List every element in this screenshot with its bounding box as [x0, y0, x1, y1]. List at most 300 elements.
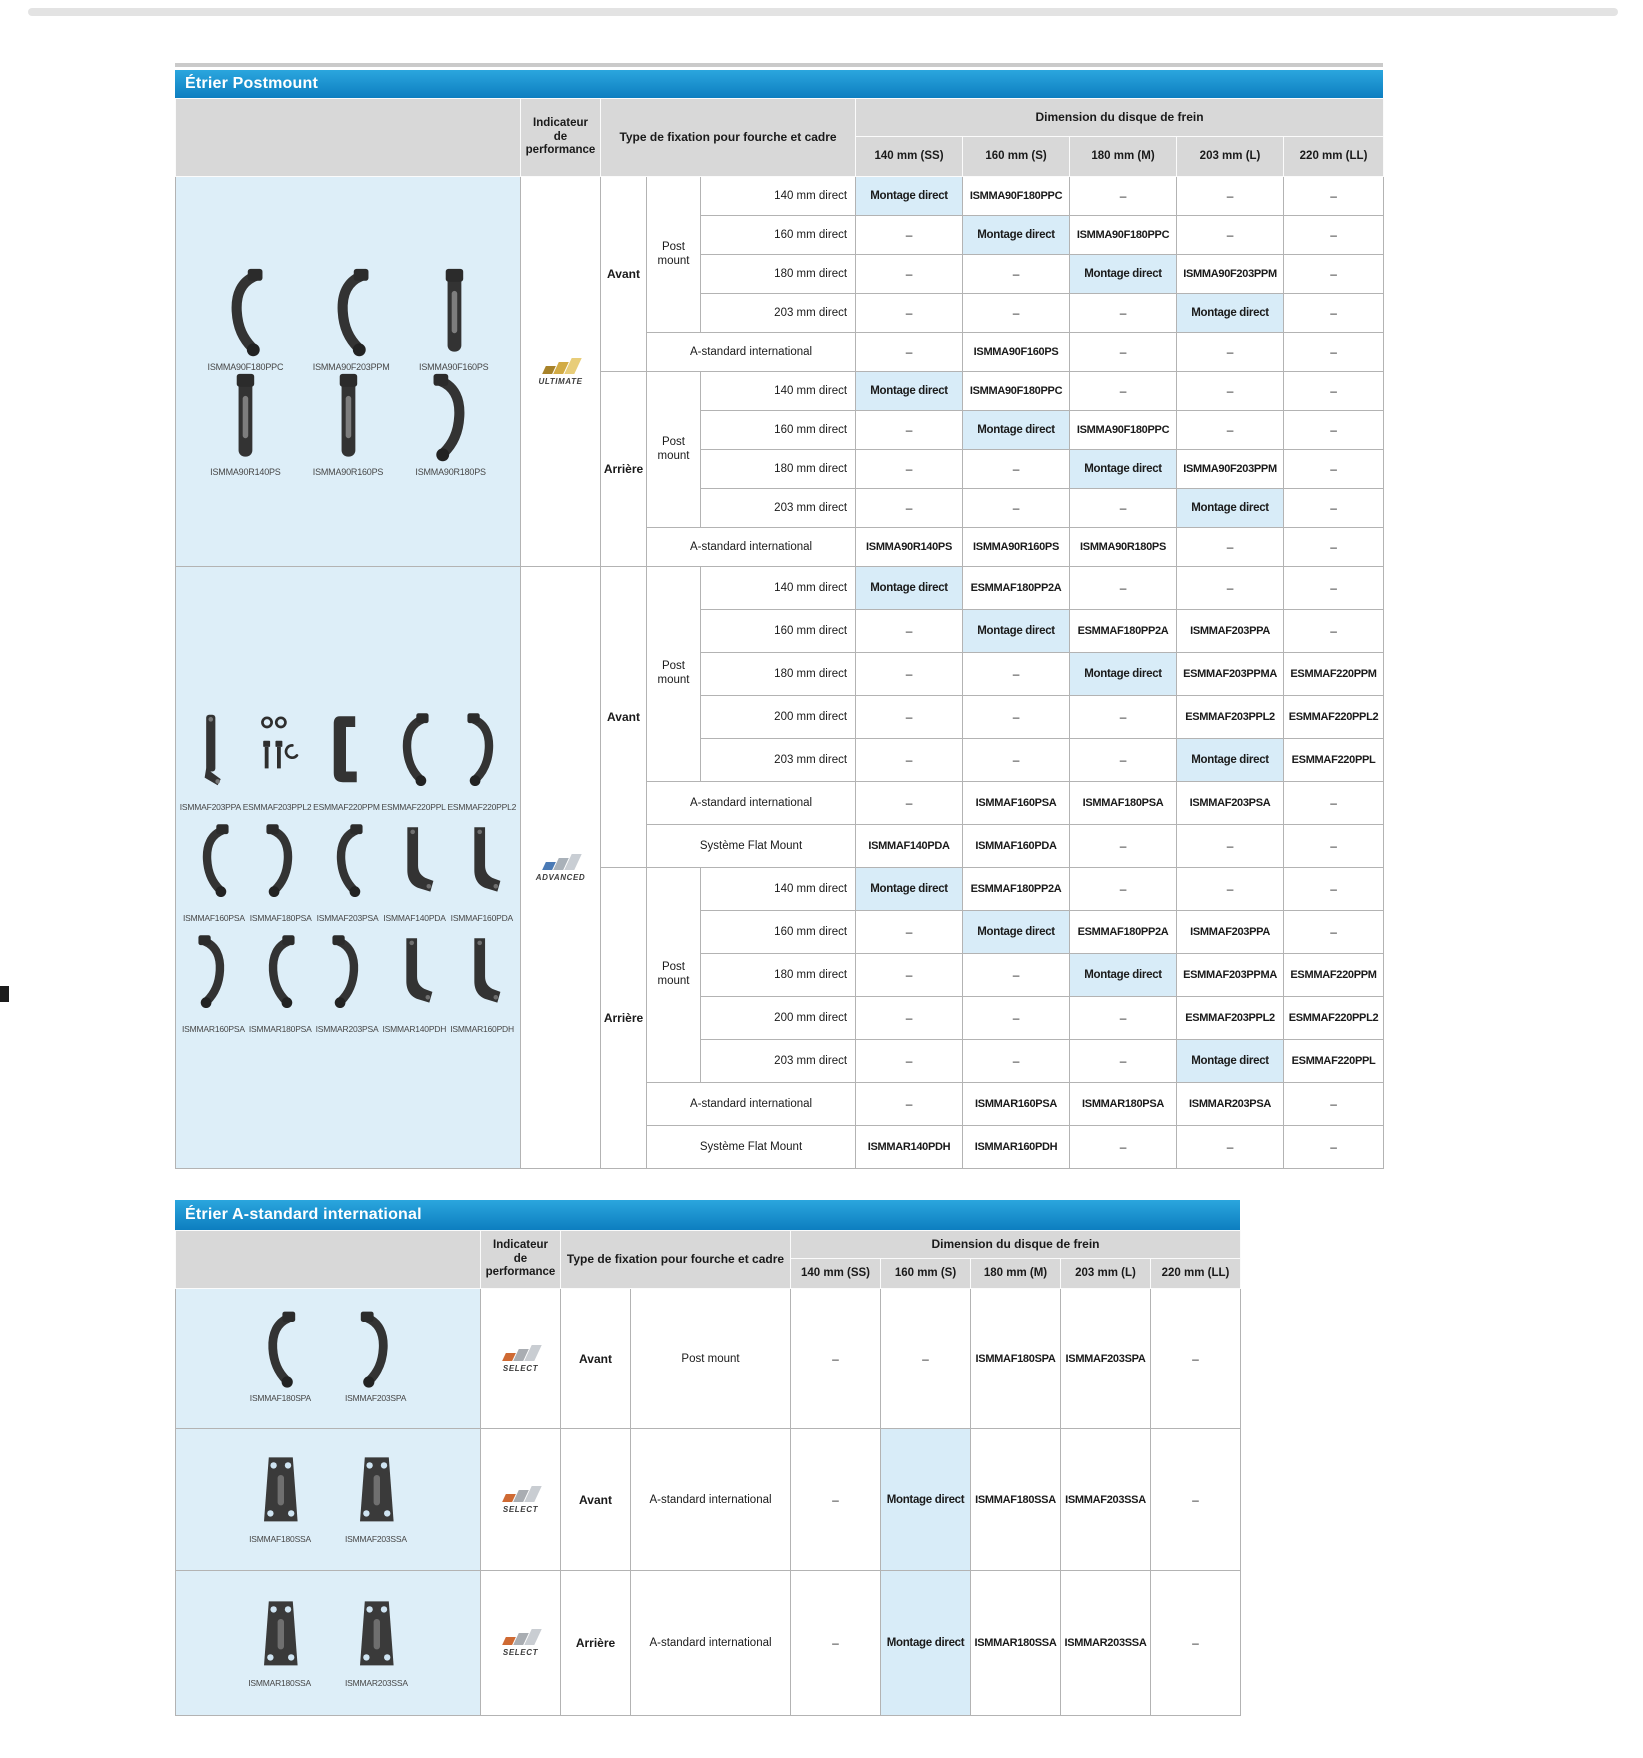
product-label: ISMMAR180SSA	[248, 1677, 311, 1688]
product-figure	[249, 923, 312, 1034]
product-label: ISMMA90F203PPM	[312, 361, 390, 372]
disc-size-row-label: 203 mm direct	[701, 294, 856, 333]
disc-size-row-label: 140 mm direct	[701, 868, 856, 911]
disc-size-row-label: 160 mm direct	[701, 610, 856, 653]
product-icon-plate	[252, 1595, 308, 1675]
product-icon-boltkit	[254, 701, 300, 799]
disc-dimension-header: Dimension du disque de frein	[856, 99, 1384, 137]
part-number-cell: ISMMAR160PSA	[963, 1083, 1070, 1126]
empty-cell: –	[791, 1289, 881, 1429]
product-label: ESMMAF220PPM	[313, 802, 380, 812]
select-logo	[481, 1486, 560, 1514]
direct-mount-cell: Montage direct	[963, 610, 1070, 653]
part-number-cell: ISMMAF180SSA	[971, 1429, 1061, 1571]
product-label: ISMMAR140PDH	[382, 1024, 447, 1034]
empty-cell: –	[1177, 528, 1284, 567]
logo-bars-icon	[544, 854, 578, 870]
part-number-cell: ISMMAF160PSA	[963, 782, 1070, 825]
product-icon-slot	[318, 372, 378, 464]
size-column-header-160: 160 mm (S)	[881, 1259, 971, 1289]
empty-cell: –	[791, 1571, 881, 1716]
product-icon-flatL	[459, 923, 505, 1021]
product-images	[178, 1451, 478, 1548]
product-label: ISMMAF160PSA	[182, 913, 245, 923]
logo-bars-icon	[504, 1486, 538, 1502]
product-images	[178, 701, 518, 1034]
product-label: ISMMAF180SSA	[249, 1534, 311, 1544]
disc-size-row-label: 200 mm direct	[701, 997, 856, 1040]
empty-cell: –	[856, 954, 963, 997]
product-icon-curve	[215, 267, 275, 359]
empty-cell: –	[856, 696, 963, 739]
product-icon-curve	[391, 701, 437, 799]
direct-mount-cell: Montage direct	[963, 411, 1070, 450]
part-number-cell: ESMMAF180PP2A	[1070, 911, 1177, 954]
product-label: ISMMA90R160PS	[312, 466, 384, 477]
disc-dimension-header: Dimension du disque de frein	[791, 1231, 1241, 1259]
product-label: ISMMAR160PSA	[182, 1024, 245, 1034]
product-figure	[250, 812, 312, 923]
empty-cell: –	[1177, 1126, 1284, 1169]
product-icon-slot	[424, 267, 484, 359]
part-number-cell: ISMMA90R140PS	[856, 528, 963, 567]
product-figure	[345, 1451, 407, 1544]
astandard-compatibility-table	[175, 1200, 1240, 1716]
empty-cell: –	[856, 450, 963, 489]
product-figure	[249, 1451, 311, 1544]
post-mount-cell: Post mount	[647, 567, 701, 782]
scan-artifact-line	[175, 63, 1383, 67]
product-label: ISMMAR180PSA	[248, 1024, 312, 1034]
empty-cell: –	[856, 489, 963, 528]
performance-indicator-cell	[481, 1571, 561, 1716]
product-figure	[316, 923, 379, 1034]
table-title: Étrier Postmount	[175, 70, 1383, 98]
part-number-cell: ISMMA90F180PPC	[963, 372, 1070, 411]
fixation-column-header: Type de fixation pour fourche et cadre	[561, 1231, 791, 1289]
empty-cell: –	[1284, 333, 1384, 372]
product-icon-bar	[187, 701, 233, 799]
performance-indicator-cell	[481, 1429, 561, 1571]
empty-cell: –	[963, 696, 1070, 739]
product-figure	[345, 1595, 408, 1688]
empty-cell: –	[963, 739, 1070, 782]
scan-artifact-top	[28, 8, 1618, 16]
empty-cell: –	[1284, 216, 1384, 255]
logo-bars-icon	[504, 1345, 538, 1361]
disc-size-row-label: 203 mm direct	[701, 489, 856, 528]
part-number-cell: ISMMAF180PSA	[1070, 782, 1177, 825]
part-number-cell: ESMMAF203PPMA	[1177, 954, 1284, 997]
empty-cell: –	[963, 997, 1070, 1040]
product-icon-plate	[348, 1595, 404, 1675]
part-number-cell: ISMMA90F203PPM	[1177, 450, 1284, 489]
fixation-type-row-label: A-standard international	[647, 333, 856, 372]
product-figure	[419, 267, 488, 372]
part-number-cell: ESMMAF180PP2A	[963, 868, 1070, 911]
empty-cell: –	[856, 739, 963, 782]
empty-cell: –	[1070, 997, 1177, 1040]
product-icon-curve2	[258, 812, 304, 910]
product-image-panel	[176, 1429, 481, 1571]
mount-side-cell: Avant	[561, 1429, 631, 1571]
product-image-row	[178, 812, 518, 923]
fixation-type-cell: Post mount	[631, 1289, 791, 1429]
product-figure	[415, 372, 485, 477]
direct-mount-cell: Montage direct	[856, 177, 963, 216]
empty-cell: –	[963, 255, 1070, 294]
performance-indicator-cell	[521, 567, 601, 1169]
part-number-cell: ESMMAF220PPM	[1284, 954, 1384, 997]
product-icon-curve2	[190, 923, 236, 1021]
empty-cell: –	[1284, 567, 1384, 610]
part-number-cell: ISMMAR180PSA	[1070, 1083, 1177, 1126]
fixation-type-row-label: A-standard international	[647, 1083, 856, 1126]
part-number-cell: ESMMAF180PP2A	[963, 567, 1070, 610]
product-image-row	[178, 372, 518, 477]
size-column-header-180: 180 mm (M)	[971, 1259, 1061, 1289]
product-images	[178, 1310, 478, 1407]
product-figure	[447, 701, 516, 812]
empty-cell: –	[1284, 255, 1384, 294]
disc-size-row-label: 160 mm direct	[701, 411, 856, 450]
fixation-type-row-label: A-standard international	[647, 528, 856, 567]
product-figure	[250, 1310, 311, 1403]
product-image-row	[178, 267, 518, 372]
direct-mount-cell: Montage direct	[963, 911, 1070, 954]
scan-artifact-speck	[0, 986, 9, 1002]
product-image-panel	[176, 1571, 481, 1716]
empty-cell: –	[1284, 177, 1384, 216]
empty-cell: –	[791, 1429, 881, 1571]
part-number-cell: ISMMA90F180PPC	[1070, 216, 1177, 255]
astandard-table-grid	[175, 1230, 1241, 1716]
direct-mount-cell: Montage direct	[1177, 489, 1284, 528]
logo-wordmark: ADVANCED	[535, 872, 586, 882]
part-number-cell: ISMMAR160PDH	[963, 1126, 1070, 1169]
product-image-row	[178, 923, 518, 1034]
empty-cell: –	[1284, 372, 1384, 411]
product-figure	[313, 372, 383, 477]
product-label: ESMMAF203PPL2	[242, 802, 312, 812]
product-label: ISMMAR160PDH	[450, 1024, 514, 1034]
direct-mount-cell: Montage direct	[1177, 294, 1284, 333]
empty-cell: –	[1284, 868, 1384, 911]
direct-mount-cell: Montage direct	[856, 868, 963, 911]
product-figure	[317, 812, 379, 923]
empty-cell: –	[856, 653, 963, 696]
empty-cell: –	[1151, 1289, 1241, 1429]
empty-cell: –	[1177, 567, 1284, 610]
mount-side-cell: Avant	[601, 177, 647, 372]
part-number-cell: ISMMAF203PPA	[1177, 610, 1284, 653]
size-column-header-160: 160 mm (S)	[963, 137, 1070, 177]
product-label: ISMMAF203SSA	[345, 1534, 407, 1544]
empty-cell: –	[856, 294, 963, 333]
product-label: ISMMAF180SPA	[249, 1393, 311, 1403]
logo-bars-icon	[544, 358, 578, 374]
empty-cell: –	[856, 216, 963, 255]
part-number-cell: ISMMA90F203PPM	[1177, 255, 1284, 294]
empty-cell: –	[1070, 489, 1177, 528]
empty-cell: –	[1284, 782, 1384, 825]
product-figure	[208, 267, 284, 372]
select-logo	[481, 1629, 560, 1657]
product-image-panel	[176, 1289, 481, 1429]
empty-cell: –	[1070, 567, 1177, 610]
empty-cell: –	[881, 1289, 971, 1429]
ultimate-logo	[521, 358, 600, 386]
postmount-compatibility-table	[175, 70, 1383, 1169]
product-figure	[313, 701, 380, 812]
logo-wordmark: SELECT	[502, 1504, 539, 1514]
product-icon-curve2	[348, 1310, 404, 1390]
product-icon-bigC	[323, 701, 369, 799]
empty-cell: –	[1284, 294, 1384, 333]
direct-mount-cell: Montage direct	[856, 567, 963, 610]
product-label: ISMMAF203PSA	[316, 913, 379, 923]
part-number-cell: ESMMAF220PPL	[1284, 1040, 1384, 1083]
direct-mount-cell: Montage direct	[963, 216, 1070, 255]
post-mount-cell: Post mount	[647, 177, 701, 333]
performance-column-header: Indicateur de performance	[481, 1231, 561, 1289]
empty-cell: –	[1070, 825, 1177, 868]
product-figure	[183, 812, 245, 923]
empty-cell: –	[856, 333, 963, 372]
empty-cell: –	[1070, 294, 1177, 333]
product-figure	[345, 1310, 406, 1403]
product-label: ISMMAR203SSA	[345, 1677, 408, 1688]
direct-mount-cell: Montage direct	[1177, 739, 1284, 782]
disc-size-row-label: 200 mm direct	[701, 696, 856, 739]
image-column-header	[176, 99, 521, 177]
performance-column-header: Indicateur de performance	[521, 99, 601, 177]
product-icon-curve	[257, 923, 303, 1021]
empty-cell: –	[856, 1040, 963, 1083]
mount-side-cell: Arrière	[561, 1571, 631, 1716]
size-column-header-220: 220 mm (LL)	[1151, 1259, 1241, 1289]
empty-cell: –	[1177, 411, 1284, 450]
part-number-cell: ISMMAR180SSA	[971, 1571, 1061, 1716]
product-label: ISMMAF203SPA	[345, 1393, 407, 1403]
mount-side-cell: Avant	[561, 1289, 631, 1429]
product-label: ISMMA90F160PS	[419, 361, 489, 372]
mount-side-cell: Avant	[601, 567, 647, 868]
empty-cell: –	[1070, 333, 1177, 372]
empty-cell: –	[1070, 868, 1177, 911]
part-number-cell: ESMMAF203PPL2	[1177, 696, 1284, 739]
product-label: ISMMAF140PDA	[383, 913, 446, 923]
product-icon-flatL	[392, 812, 438, 910]
empty-cell: –	[1070, 696, 1177, 739]
direct-mount-cell: Montage direct	[856, 372, 963, 411]
part-number-cell: ISMMA90R180PS	[1070, 528, 1177, 567]
part-number-cell: ISMMAF180SPA	[971, 1289, 1061, 1429]
product-label: ISMMA90R140PS	[210, 466, 281, 477]
performance-indicator-cell	[481, 1289, 561, 1429]
product-figure	[381, 701, 445, 812]
mount-side-cell: Arrière	[601, 868, 647, 1169]
disc-size-row-label: 180 mm direct	[701, 954, 856, 997]
part-number-cell: ISMMA90F160PS	[963, 333, 1070, 372]
product-images	[178, 267, 518, 477]
logo-bars-icon	[504, 1629, 538, 1645]
fixation-column-header: Type de fixation pour fourche et cadre	[601, 99, 856, 177]
part-number-cell: ISMMAF203SPA	[1061, 1289, 1151, 1429]
fixation-type-row-label: A-standard international	[647, 782, 856, 825]
empty-cell: –	[1177, 333, 1284, 372]
product-icon-plate	[252, 1451, 308, 1531]
empty-cell: –	[963, 954, 1070, 997]
part-number-cell: ISMMAF203PSA	[1177, 782, 1284, 825]
empty-cell: –	[1151, 1571, 1241, 1716]
table-title: Étrier A-standard international	[175, 1200, 1240, 1230]
empty-cell: –	[1177, 825, 1284, 868]
part-number-cell: ISMMA90F180PPC	[963, 177, 1070, 216]
empty-cell: –	[963, 450, 1070, 489]
product-label: ISMMAF180PSA	[249, 913, 312, 923]
product-figure	[313, 267, 390, 372]
size-column-header-140: 140 mm (SS)	[856, 137, 963, 177]
empty-cell: –	[1151, 1429, 1241, 1571]
part-number-cell: ISMMAR140PDH	[856, 1126, 963, 1169]
direct-mount-cell: Montage direct	[1070, 255, 1177, 294]
empty-cell: –	[856, 411, 963, 450]
empty-cell: –	[1284, 489, 1384, 528]
empty-cell: –	[963, 489, 1070, 528]
empty-cell: –	[1284, 411, 1384, 450]
product-label: ESMMAF220PPL2	[447, 802, 517, 812]
product-figure	[451, 812, 513, 923]
image-column-header	[176, 1231, 481, 1289]
empty-cell: –	[1177, 177, 1284, 216]
empty-cell: –	[1284, 1083, 1384, 1126]
empty-cell: –	[1177, 372, 1284, 411]
performance-indicator-cell	[521, 177, 601, 567]
product-icon-curve	[325, 812, 371, 910]
empty-cell: –	[1070, 1126, 1177, 1169]
empty-cell: –	[1284, 825, 1384, 868]
part-number-cell: ESMMAF220PPL2	[1284, 997, 1384, 1040]
empty-cell: –	[1070, 177, 1177, 216]
direct-mount-cell: Montage direct	[1070, 954, 1177, 997]
product-icon-curve2	[324, 923, 370, 1021]
part-number-cell: ISMMAF160PDA	[963, 825, 1070, 868]
disc-size-row-label: 180 mm direct	[701, 255, 856, 294]
product-icon-curve	[252, 1310, 308, 1390]
product-label: ISMMAF203PPA	[179, 802, 241, 812]
disc-size-row-label: 160 mm direct	[701, 911, 856, 954]
empty-cell: –	[856, 610, 963, 653]
postmount-table-grid	[175, 98, 1384, 1169]
product-figure	[210, 372, 280, 477]
product-image-panel	[176, 567, 521, 1169]
product-icon-slot	[215, 372, 275, 464]
disc-size-row-label: 140 mm direct	[701, 567, 856, 610]
disc-size-row-label: 180 mm direct	[701, 653, 856, 696]
post-mount-cell: Post mount	[647, 372, 701, 528]
direct-mount-cell: Montage direct	[881, 1429, 971, 1571]
part-number-cell: ISMMAF140PDA	[856, 825, 963, 868]
part-number-cell: ESMMAF220PPL2	[1284, 696, 1384, 739]
part-number-cell: ISMMAR203SSA	[1061, 1571, 1151, 1716]
product-icon-plate	[348, 1451, 404, 1531]
product-icon-curve2	[459, 701, 505, 799]
empty-cell: –	[1070, 739, 1177, 782]
product-icon-flatL	[459, 812, 505, 910]
product-label: ESMMAF220PPL	[381, 802, 446, 812]
fixation-type-cell: A-standard international	[631, 1571, 791, 1716]
fixation-type-cell: A-standard international	[631, 1429, 791, 1571]
part-number-cell: ISMMAF203PPA	[1177, 911, 1284, 954]
empty-cell: –	[1177, 216, 1284, 255]
empty-cell: –	[1070, 1040, 1177, 1083]
product-icon-curve	[191, 812, 237, 910]
size-column-header-180: 180 mm (M)	[1070, 137, 1177, 177]
part-number-cell: ISMMAR203PSA	[1177, 1083, 1284, 1126]
empty-cell: –	[856, 997, 963, 1040]
empty-cell: –	[1284, 911, 1384, 954]
product-icon-curve	[321, 267, 381, 359]
direct-mount-cell: Montage direct	[881, 1571, 971, 1716]
empty-cell: –	[1284, 610, 1384, 653]
empty-cell: –	[1284, 450, 1384, 489]
mount-side-cell: Arrière	[601, 372, 647, 567]
empty-cell: –	[856, 782, 963, 825]
size-column-header-220: 220 mm (LL)	[1284, 137, 1384, 177]
disc-size-row-label: 203 mm direct	[701, 1040, 856, 1083]
empty-cell: –	[963, 1040, 1070, 1083]
empty-cell: –	[1284, 1126, 1384, 1169]
fixation-type-row-label: Système Flat Mount	[647, 1126, 856, 1169]
product-label: ISMMA90R180PS	[415, 466, 486, 477]
product-figure	[182, 923, 245, 1034]
product-label: ISMMAR203PSA	[315, 1024, 379, 1034]
product-figure	[243, 701, 312, 812]
disc-size-row-label: 180 mm direct	[701, 450, 856, 489]
disc-size-row-label: 140 mm direct	[701, 372, 856, 411]
logo-wordmark: SELECT	[502, 1648, 539, 1657]
part-number-cell: ESMMAF203PPMA	[1177, 653, 1284, 696]
empty-cell: –	[963, 653, 1070, 696]
empty-cell: –	[856, 911, 963, 954]
part-number-cell: ESMMAF180PP2A	[1070, 610, 1177, 653]
size-column-header-140: 140 mm (SS)	[791, 1259, 881, 1289]
empty-cell: –	[963, 294, 1070, 333]
product-images	[178, 1595, 478, 1692]
part-number-cell: ISMMA90F180PPC	[1070, 411, 1177, 450]
disc-size-row-label: 160 mm direct	[701, 216, 856, 255]
product-label: ISMMAF160PDA	[450, 913, 513, 923]
empty-cell: –	[856, 255, 963, 294]
part-number-cell: ISMMA90R160PS	[963, 528, 1070, 567]
fixation-type-row-label: Système Flat Mount	[647, 825, 856, 868]
logo-wordmark: ULTIMATE	[538, 376, 583, 386]
logo-wordmark: SELECT	[502, 1363, 539, 1373]
direct-mount-cell: Montage direct	[1070, 450, 1177, 489]
product-image-row	[178, 701, 518, 812]
select-logo	[481, 1345, 560, 1373]
post-mount-cell: Post mount	[647, 868, 701, 1083]
product-figure	[180, 701, 241, 812]
part-number-cell: ESMMAF220PPM	[1284, 653, 1384, 696]
product-figure	[383, 812, 445, 923]
disc-size-row-label: 140 mm direct	[701, 177, 856, 216]
size-column-header-203: 203 mm (L)	[1061, 1259, 1151, 1289]
part-number-cell: ESMMAF220PPL	[1284, 739, 1384, 782]
part-number-cell: ISMMAF203SSA	[1061, 1429, 1151, 1571]
direct-mount-cell: Montage direct	[1177, 1040, 1284, 1083]
